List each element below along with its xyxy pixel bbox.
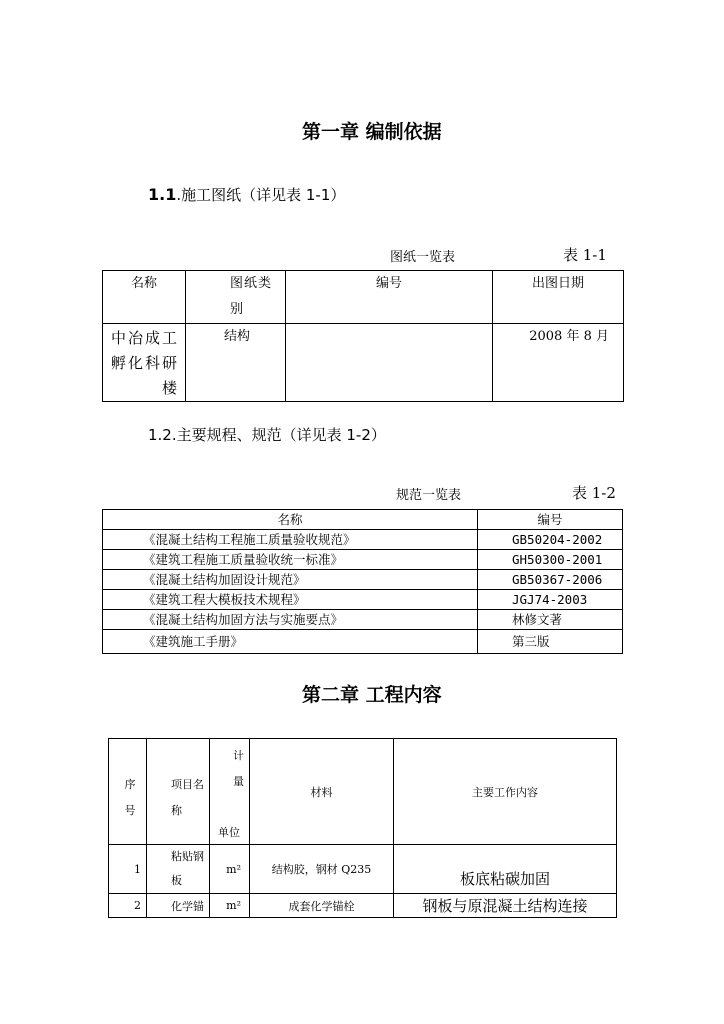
row-name: 《建筑工程大模板技术规程》 <box>103 590 478 610</box>
row-work: 钢板与原混凝土结构连接 <box>394 894 617 918</box>
row-category: 结构 <box>186 324 286 402</box>
header-material: 材料 <box>250 739 394 845</box>
row-name: 中冶成工孵化科研楼 <box>103 324 186 402</box>
row-code <box>286 324 493 402</box>
header-code: 编号 <box>286 271 493 324</box>
table-row <box>103 550 623 570</box>
table-row <box>103 610 623 630</box>
table-row <box>103 570 623 590</box>
row-work: 板底粘碳加固 <box>394 845 617 894</box>
row-unit: m² <box>210 894 250 918</box>
drawing-list-table <box>102 270 624 402</box>
table-1-2-number: 表 1-2 <box>572 484 616 502</box>
header-seq-text: 序号 <box>124 778 136 817</box>
header-seq <box>109 739 147 845</box>
row-code: 林修文著 <box>478 610 623 630</box>
header-name: 名称 <box>103 510 478 530</box>
header-unit <box>210 739 250 845</box>
table-1-2-caption: 规范一览表 <box>396 488 462 503</box>
table-row <box>103 530 623 550</box>
header-unit-bottom: 单位 <box>218 826 240 839</box>
section-1-1-number: 1.1 <box>148 185 177 204</box>
header-drawing-category: 图纸类别 <box>186 271 286 324</box>
row-material: 成套化学锚栓 <box>250 894 394 918</box>
table-1-1-number: 表 1-1 <box>563 246 607 264</box>
table-1-1-caption: 图纸一览表 <box>390 250 456 265</box>
row-code: GB50367-2006 <box>478 570 623 590</box>
row-name: 《混凝土结构加固方法与实施要点》 <box>103 610 478 630</box>
row-unit: m² <box>210 845 250 894</box>
table-row <box>109 894 617 918</box>
table-header-row <box>109 739 617 845</box>
row-item: 粘贴钢板 <box>147 845 210 894</box>
table-header-row <box>103 510 623 530</box>
header-work: 主要工作内容 <box>394 739 617 845</box>
row-code: JGJ74-2003 <box>478 590 623 610</box>
standards-list-table <box>102 509 623 654</box>
header-item <box>147 739 210 845</box>
header-issue-date: 出图日期 <box>493 271 624 324</box>
table-row <box>103 324 624 402</box>
row-code: 第三版 <box>478 630 623 654</box>
row-name: 《建筑施工手册》 <box>103 630 478 654</box>
row-item: 化学锚 <box>147 894 210 918</box>
header-item-text: 项目名称 <box>171 778 204 817</box>
row-code: GH50300-2001 <box>478 550 623 570</box>
header-code: 编号 <box>478 510 623 530</box>
chapter-2-title: 第二章 工程内容 <box>302 684 442 706</box>
section-1-2-heading: 1.2.主要规程、规范（详见表 1-2） <box>148 426 386 444</box>
work-content-table <box>108 738 617 918</box>
row-name: 《建筑工程施工质量验收统一标准》 <box>103 550 478 570</box>
row-name: 《混凝土结构加固设计规范》 <box>103 570 478 590</box>
table-row <box>103 630 623 654</box>
row-seq: 1 <box>109 845 147 894</box>
row-seq: 2 <box>109 894 147 918</box>
header-name: 名称 <box>103 271 186 324</box>
table-row <box>109 845 617 894</box>
table-header-row <box>103 271 624 324</box>
row-code: GB50204-2002 <box>478 530 623 550</box>
row-name: 《混凝土结构工程施工质量验收规范》 <box>103 530 478 550</box>
row-material: 结构胶，钢材 Q235 <box>250 845 394 894</box>
table-row <box>103 590 623 610</box>
row-date: 2008 年 8 月 <box>493 324 624 402</box>
chapter-1-title: 第一章 编制依据 <box>302 121 442 143</box>
section-1-1-heading <box>148 184 345 205</box>
section-1-1-text: .施工图纸（详见表 1-1） <box>176 186 346 204</box>
header-unit-top: 计量 <box>233 749 244 788</box>
